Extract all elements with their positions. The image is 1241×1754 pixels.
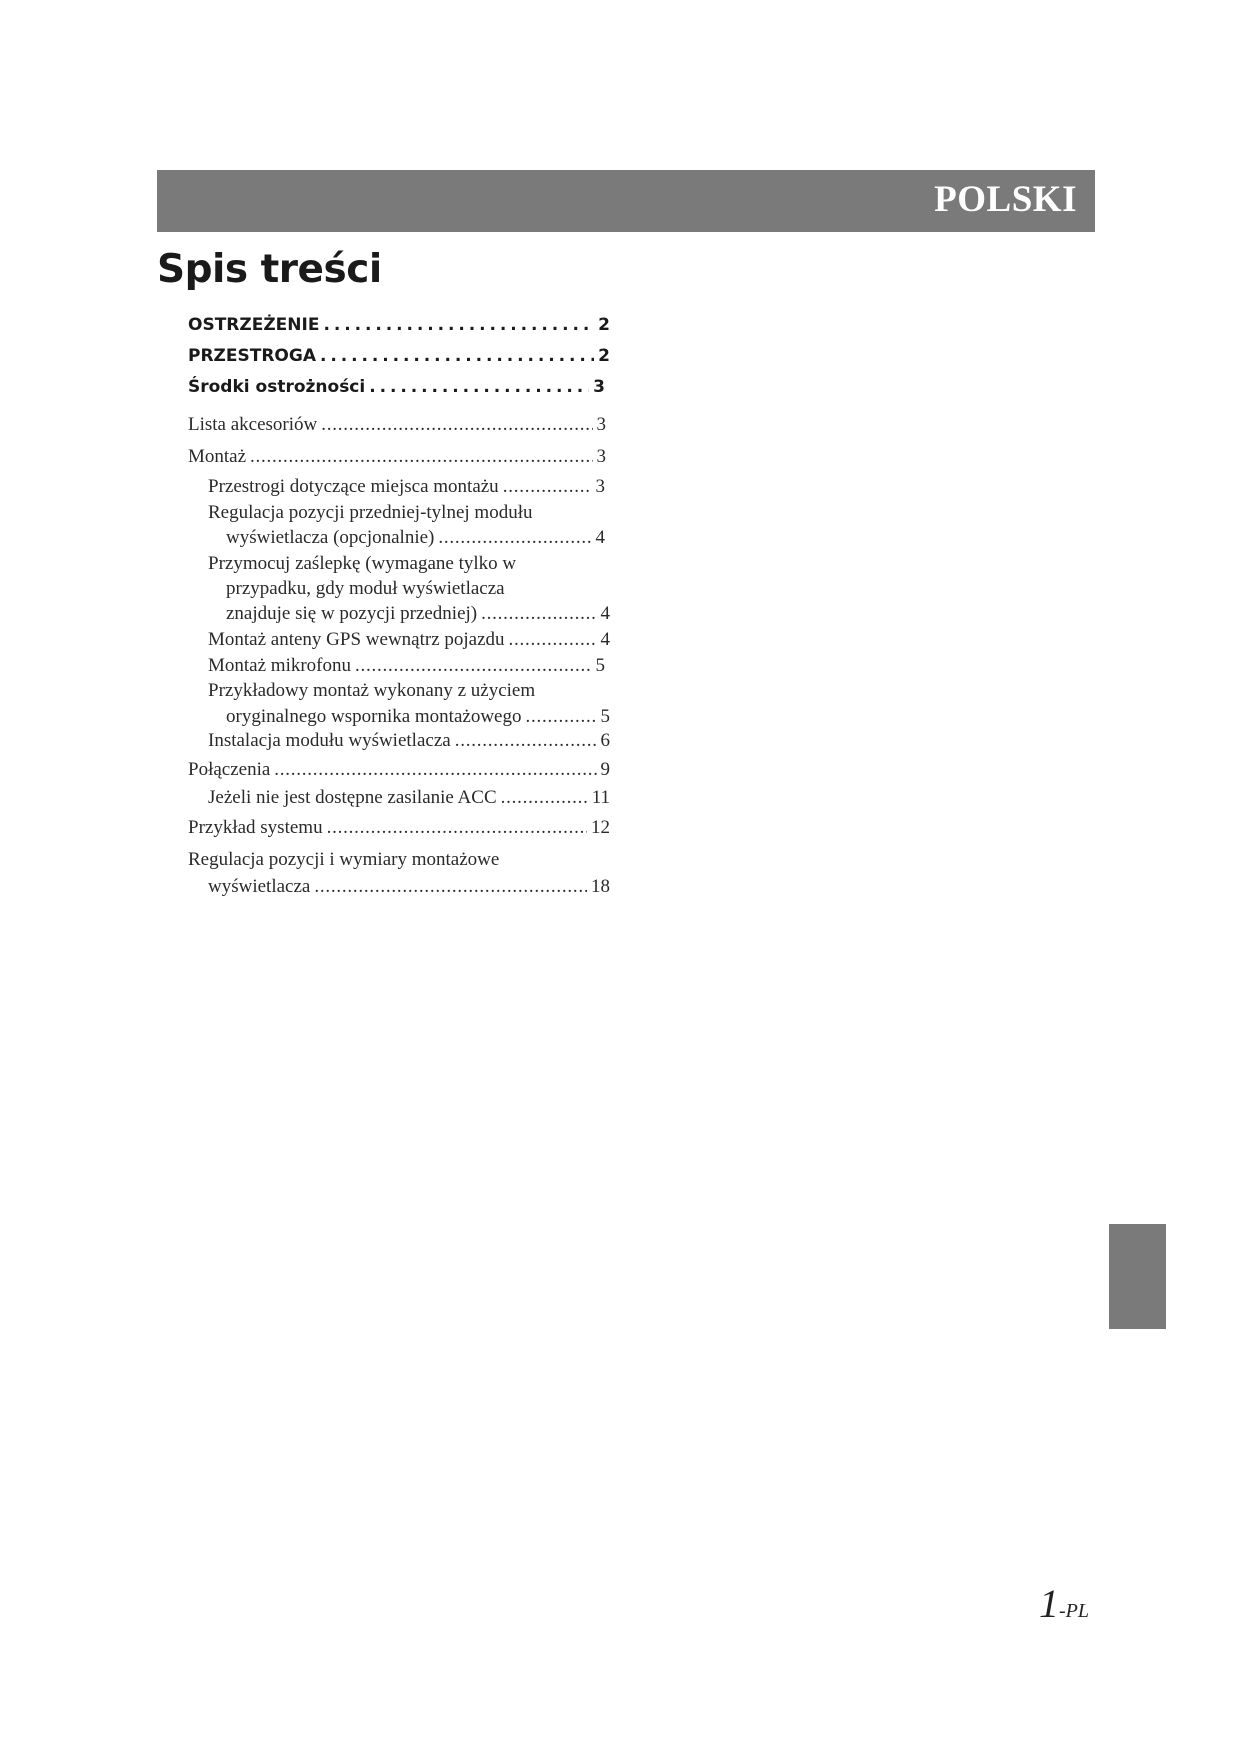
dot-leader [509,629,597,651]
toc-entry-label: wyświetlacza (opcjonalnie) [226,527,435,548]
dot-leader [503,476,592,498]
toc-entry-lista-akcesoriow[interactable] [188,414,606,436]
toc-entry-label: Lista akcesoriów [188,414,318,435]
toc-page-number: 2 [598,315,610,335]
toc-entry-zasilanie-acc[interactable] [208,787,610,809]
language-banner [157,170,1095,232]
toc-page-number: 4 [600,629,610,650]
toc-entry-przykladowy-montaz[interactable] [226,706,610,728]
dot-leader [323,315,594,335]
toc-page-number: 3 [596,446,606,467]
toc-page-number: 11 [591,787,610,808]
page-number-value: 1 [1039,1581,1059,1626]
toc-page-number: 5 [595,655,605,676]
toc-entry-label: oryginalnego wspornika montażowego [226,706,522,727]
toc-entry-label: Instalacja modułu wyświetlacza [208,730,451,751]
toc-entry-label: Jeżeli nie jest dostępne zasilanie ACC [208,787,497,808]
toc-entry-label: znajduje się w pozycji przedniej) [226,603,478,624]
dot-leader [321,414,592,436]
dot-leader [320,346,594,366]
page-number [1039,1580,1089,1627]
toc-page-number: 9 [600,759,610,780]
toc-entry-regulacja-pozycji[interactable] [226,527,605,549]
toc-entry-label: Przestrogi dotyczące miejsca montażu [208,476,499,497]
dot-leader [501,787,588,809]
toc-entry-przestroga[interactable] [188,346,610,366]
page-number-suffix: -PL [1059,1600,1089,1622]
dot-leader [250,446,592,468]
dot-leader [314,876,587,898]
toc-entry-label: wyświetlacza [208,876,311,897]
toc-page-number: 18 [591,876,610,897]
toc-entry-label: Połączenia [188,759,271,780]
toc-entry-label: Montaż anteny GPS wewnątrz pojazdu [208,629,505,650]
section-thumb-tab [1109,1224,1166,1329]
toc-page-number: 4 [595,527,605,548]
toc-entry-montaz[interactable] [188,446,606,468]
toc-entry-label: Środki ostrożności [188,377,366,397]
toc-entry-wymiary-line1[interactable]: Regulacja pozycji i wymiary montażowe [188,849,500,870]
toc-entry-mikrofon[interactable] [208,655,605,677]
toc-page-number: 3 [595,476,605,497]
dot-leader [525,706,596,728]
dot-leader [438,527,591,549]
toc-page-number: 6 [600,730,610,751]
dot-leader [274,759,596,781]
toc-entry-instalacja[interactable] [208,730,610,752]
toc-entry-label: OSTRZEŻENIE [188,315,320,335]
language-label: POLSKI [934,179,1077,220]
dot-leader [455,730,597,752]
toc-page-number: 12 [591,817,610,838]
toc-entry-regulacja-line1[interactable]: Regulacja pozycji przedniej-tylnej modułu [208,502,533,523]
toc-entry-antena-gps[interactable] [208,629,610,651]
toc-entry-label: Montaż [188,446,247,467]
toc-entry-label: Przykład systemu [188,817,323,838]
toc-entry-przestrogi-miejsca[interactable] [208,476,605,498]
toc-entry-zaslepka[interactable] [226,603,610,625]
dot-leader [481,603,596,625]
toc-entry-zaslepka-line1[interactable]: Przymocuj zaślepkę (wymagane tylko w [208,553,517,574]
toc-entry-zaslepka-line2[interactable]: przypadku, gdy moduł wyświetlacza [226,578,505,599]
toc-entry-polaczenia[interactable] [188,759,610,781]
toc-entry-ostrzezenie[interactable] [188,315,610,335]
dot-leader [355,655,591,677]
toc-entry-label: Montaż mikrofonu [208,655,352,676]
dot-leader [327,817,587,839]
toc-entry-label: PRZESTROGA [188,346,316,366]
toc-entry-przyklad-systemu[interactable] [188,817,610,839]
toc-page-number: 3 [593,377,605,397]
toc-page-number: 2 [598,346,610,366]
toc-entry-wymiary[interactable] [208,876,610,898]
toc-entry-przykladowy-line1[interactable]: Przykładowy montaż wykonany z użyciem [208,680,536,701]
toc-page-number: 3 [596,414,606,435]
toc-entry-srodki-ostroznosci[interactable] [188,377,605,397]
dot-leader [369,377,589,397]
toc-page-number: 4 [600,603,610,624]
page-title: Spis treści [157,247,382,292]
toc-page-number: 5 [600,706,610,727]
